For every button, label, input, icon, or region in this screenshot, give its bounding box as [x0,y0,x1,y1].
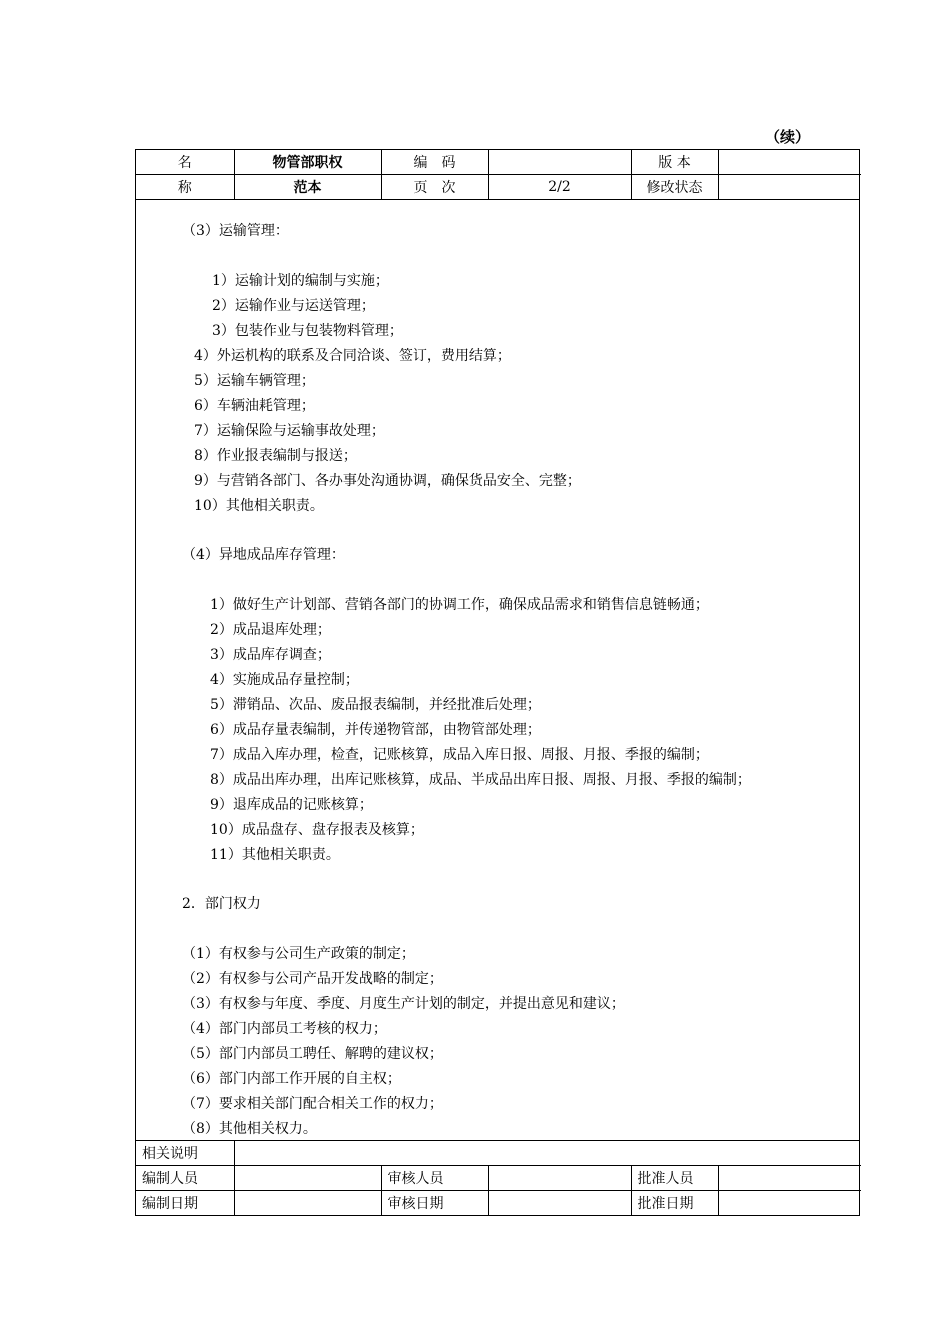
approved-by-label: 批准人员 [631,1166,718,1191]
list-item: 5）运输车辆管理； [194,373,315,389]
version-label: 版 本 [631,150,718,175]
list-item: 10）其他相关职责。 [194,498,324,514]
list-item: （6）部门内部工作开展的自主权； [182,1071,401,1087]
list-item: （1）有权参与公司生产政策的制定； [182,946,415,962]
prepared-by-value [234,1166,381,1191]
footer-table [136,1141,861,1215]
content-body [136,199,859,1141]
list-item: 7）成品入库办理，检查，记账核算，成品入库日报、周报、月报、季报的编制； [210,747,709,763]
list-item: （2）有权参与公司产品开发战略的制定； [182,971,443,987]
list-item: （5）部门内部员工聘任、解聘的建议权； [182,1046,443,1062]
doc-title-line1: 物管部职权 [234,150,381,175]
list-item: 8）作业报表编制与报送； [194,448,357,464]
document-form [135,149,860,1216]
list-item: 2）成品退库处理； [210,622,331,638]
list-item: 10）成品盘存、盘存报表及核算； [210,822,424,838]
list-item: 6）车辆油耗管理； [194,398,315,414]
notes-value [234,1141,861,1166]
version-value [718,150,861,175]
reviewed-by-value [488,1166,631,1191]
code-value [488,150,631,175]
list-item: 3）成品库存调查； [210,647,331,663]
reviewed-by-label: 审核人员 [381,1166,488,1191]
list-item: 8）成品出库办理，出库记账核算，成品、半成品出库日报、周报、月报、季报的编制； [210,772,751,788]
section-heading: （4）异地成品库存管理： [182,547,345,563]
list-item: 9）退库成品的记账核算； [210,797,373,813]
list-item: 1）做好生产计划部、营销各部门的协调工作，确保成品需求和销售信息链畅通； [210,597,709,613]
approved-date-value [718,1191,861,1216]
revision-label: 修改状态 [631,175,718,200]
list-item: 5）滞销品、次品、废品报表编制，并经批准后处理； [210,697,541,713]
notes-label: 相关说明 [136,1141,234,1166]
header-table [136,150,861,199]
revision-value [718,175,861,200]
list-item: 2）运输作业与运送管理； [212,298,375,314]
reviewed-date-label: 审核日期 [381,1191,488,1216]
list-item: 3）包装作业与包装物料管理； [212,323,403,339]
approved-date-label: 批准日期 [631,1191,718,1216]
prepared-date-label: 编制日期 [136,1191,234,1216]
doc-title-line2: 范本 [234,175,381,200]
name-label-top: 名 [136,150,234,175]
list-item: （7）要求相关部门配合相关工作的权力； [182,1096,443,1112]
list-item: 4）实施成品存量控制； [210,672,359,688]
list-item: （8）其他相关权力。 [182,1121,317,1137]
prepared-by-label: 编制人员 [136,1166,234,1191]
list-item: （3）有权参与年度、季度、月度生产计划的制定，并提出意见和建议； [182,996,625,1012]
list-item: （4）部门内部员工考核的权力； [182,1021,387,1037]
code-label: 编 码 [381,150,488,175]
list-item: 1）运输计划的编制与实施； [212,273,389,289]
approved-by-value [718,1166,861,1191]
list-item: 11）其他相关职责。 [210,847,340,863]
list-item: 7）运输保险与运输事故处理； [194,423,385,439]
reviewed-date-value [488,1191,631,1216]
section-heading: 2．部门权力 [182,896,261,912]
list-item: 6）成品存量表编制，并传递物管部，由物管部处理； [210,722,541,738]
page-label: 页 次 [381,175,488,200]
section-heading: （3）运输管理： [182,223,289,239]
list-item: 4）外运机构的联系及合同洽谈、签订，费用结算； [194,348,511,364]
page-value: 2/2 [488,175,631,200]
list-item: 9）与营销各部门、各办事处沟通协调，确保货品安全、完整； [194,473,581,489]
prepared-date-value [234,1191,381,1216]
name-label-bottom: 称 [136,175,234,200]
continued-label: （续） [765,128,811,146]
